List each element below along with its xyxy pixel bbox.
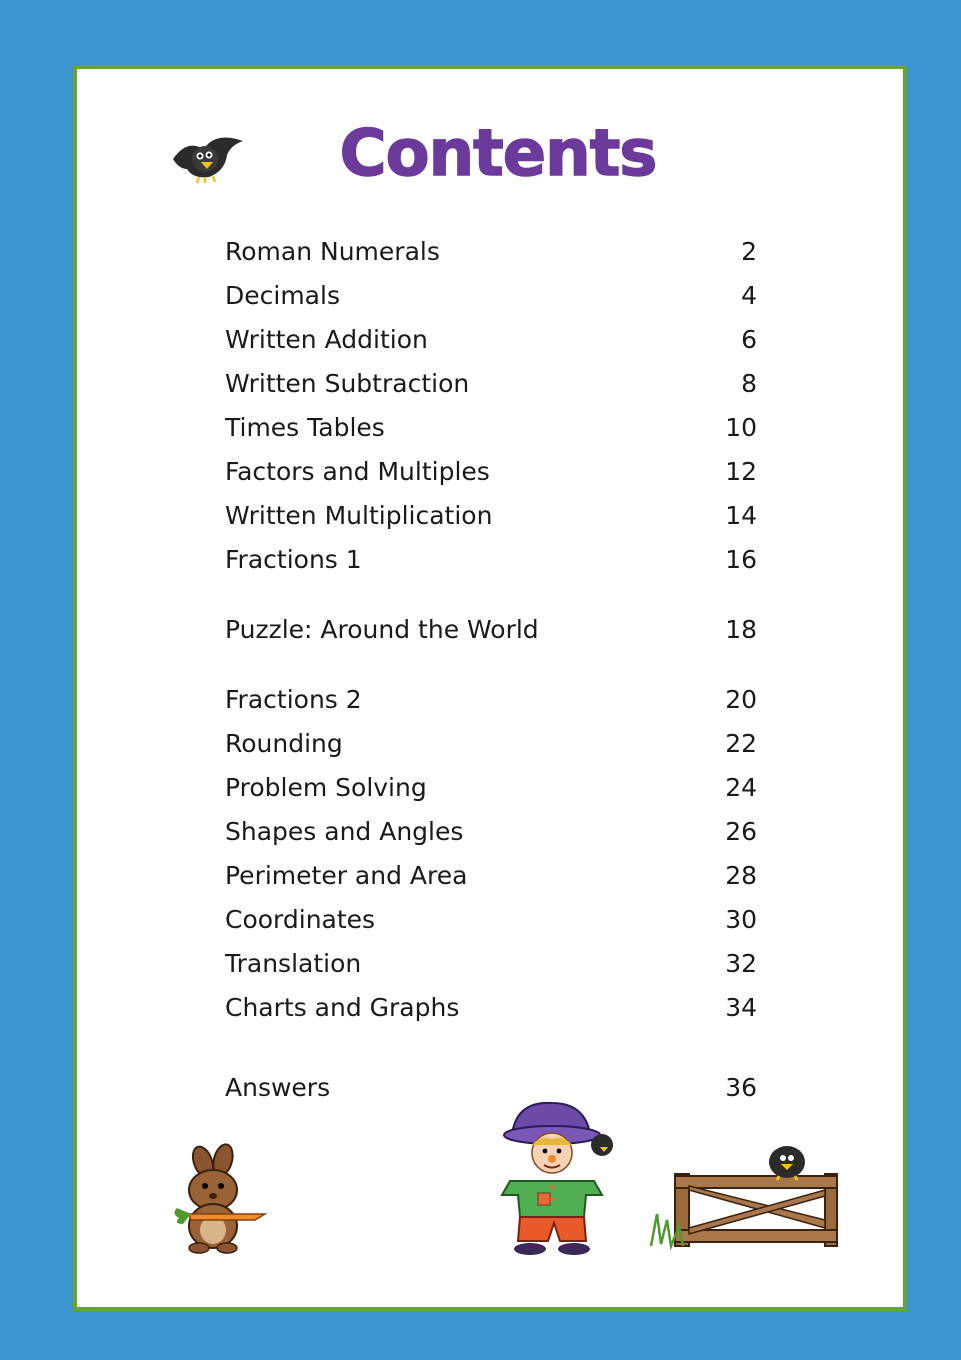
fence-icon: [649, 1134, 839, 1254]
contents-entry: [225, 861, 757, 895]
contents-entry: [225, 457, 757, 491]
contents-entry: [225, 949, 757, 983]
contents-page: [73, 65, 907, 1311]
contents-entry: [225, 993, 757, 1027]
entry-page-number: 6: [741, 325, 757, 354]
entry-page-number: 30: [725, 905, 757, 934]
entry-page-number: 20: [725, 685, 757, 714]
entry-label: Fractions 1: [225, 545, 362, 574]
contents-entry: [225, 501, 757, 535]
contents-entry: [225, 325, 757, 359]
entry-page-number: 36: [725, 1073, 757, 1102]
contents-entry: [225, 817, 757, 851]
contents-entry: [225, 729, 757, 763]
contents-entry: [225, 773, 757, 807]
entry-label: Rounding: [225, 729, 343, 758]
entry-page-number: 22: [725, 729, 757, 758]
entry-page-number: 4: [741, 281, 757, 310]
entry-page-number: 12: [725, 457, 757, 486]
page-title: Contents: [339, 117, 657, 191]
entry-label: Decimals: [225, 281, 340, 310]
entry-page-number: 28: [725, 861, 757, 890]
entry-page-number: 26: [725, 817, 757, 846]
entry-label: Written Addition: [225, 325, 428, 354]
entry-page-number: 18: [725, 615, 757, 644]
contents-entry: [225, 369, 757, 403]
contents-entry: [225, 413, 757, 447]
entry-label: Roman Numerals: [225, 237, 440, 266]
entry-label: Perimeter and Area: [225, 861, 468, 890]
entry-page-number: 14: [725, 501, 757, 530]
entry-page-number: 8: [741, 369, 757, 398]
entry-page-number: 16: [725, 545, 757, 574]
contents-entry: [225, 237, 757, 271]
contents-entry: [225, 281, 757, 315]
entry-label: Translation: [225, 949, 362, 978]
entry-label: Fractions 2: [225, 685, 362, 714]
entry-label: Problem Solving: [225, 773, 427, 802]
contents-entry: [225, 615, 757, 649]
entry-label: Written Multiplication: [225, 501, 493, 530]
entry-page-number: 10: [725, 413, 757, 442]
contents-entry: [225, 685, 757, 719]
contents-entry: [225, 545, 757, 579]
entry-page-number: 32: [725, 949, 757, 978]
entry-label: Times Tables: [225, 413, 385, 442]
entry-label: Factors and Multiples: [225, 457, 490, 486]
entry-label: Charts and Graphs: [225, 993, 460, 1022]
entry-label: Puzzle: Around the World: [225, 615, 539, 644]
entry-label: Coordinates: [225, 905, 376, 934]
rabbit-icon: [169, 1144, 269, 1254]
entry-page-number: 24: [725, 773, 757, 802]
scarecrow-icon: [490, 1099, 630, 1259]
entry-label: Written Subtraction: [225, 369, 470, 398]
entry-page-number: 34: [725, 993, 757, 1022]
contents-entry: [225, 905, 757, 939]
entry-page-number: 2: [741, 237, 757, 266]
entry-label: Shapes and Angles: [225, 817, 464, 846]
entry-label: Answers: [225, 1073, 331, 1102]
